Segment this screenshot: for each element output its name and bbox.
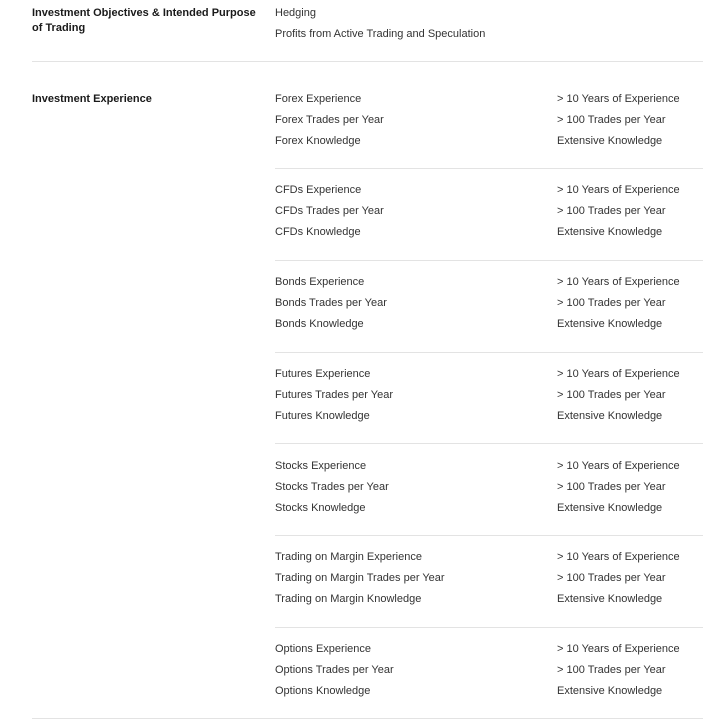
experience-value: > 10 Years of Experience: [557, 643, 680, 655]
group-divider: [275, 627, 703, 628]
experience-value: > 100 Trades per Year: [557, 481, 666, 493]
experience-value: > 10 Years of Experience: [557, 551, 680, 563]
experience-row: [275, 92, 703, 113]
experience-row: [275, 459, 703, 480]
experience-label: Options Experience: [275, 643, 371, 655]
experience-row: [275, 684, 703, 705]
group-divider-wrap: [275, 443, 703, 444]
experience-value: > 10 Years of Experience: [557, 276, 680, 288]
experience-label: Options Knowledge: [275, 685, 371, 697]
experience-value: Extensive Knowledge: [557, 685, 663, 697]
experience-group-futures: [275, 367, 703, 430]
group-divider: [275, 352, 703, 353]
experience-group-stocks: [275, 459, 703, 522]
experience-row: [275, 501, 703, 522]
experience-value: > 10 Years of Experience: [557, 460, 680, 472]
experience-row: [275, 388, 703, 409]
experience-row: [275, 409, 703, 430]
experience-label: Trading on Margin Experience: [275, 551, 422, 563]
experience-label: CFDs Experience: [275, 184, 362, 196]
experience-value: > 100 Trades per Year: [557, 114, 666, 126]
experience-row: [275, 296, 703, 317]
experience-value: Extensive Knowledge: [557, 318, 663, 330]
group-divider: [275, 535, 703, 536]
experience-row: [275, 367, 703, 388]
experience-label: Trading on Margin Knowledge: [275, 593, 422, 605]
experience-label: Stocks Experience: [275, 460, 367, 472]
experience-row: [275, 225, 703, 246]
experience-row: [275, 183, 703, 204]
group-divider-wrap: [275, 352, 703, 353]
experience-row: [275, 550, 703, 571]
experience-value: > 10 Years of Experience: [557, 368, 680, 380]
experience-value: > 100 Trades per Year: [557, 205, 666, 217]
experience-value: > 10 Years of Experience: [557, 184, 680, 196]
experience-label: Forex Trades per Year: [275, 114, 384, 126]
group-divider-wrap: [275, 168, 703, 169]
experience-value: > 100 Trades per Year: [557, 297, 666, 309]
section-divider: [32, 718, 703, 719]
experience-label: Bonds Experience: [275, 276, 365, 288]
experience-title: Investment Experience: [32, 93, 152, 105]
experience-group-margin: [275, 550, 703, 613]
group-divider: [275, 168, 703, 169]
experience-label: Futures Knowledge: [275, 410, 370, 422]
experience-row: [275, 480, 703, 501]
objective-value: Profits from Active Trading and Speculation: [275, 28, 486, 40]
experience-row: [275, 642, 703, 663]
experience-group-forex: [275, 92, 703, 155]
experience-row: [275, 317, 703, 338]
experience-value: Extensive Knowledge: [557, 593, 663, 605]
experience-row: [275, 134, 703, 155]
experience-label: Futures Trades per Year: [275, 389, 394, 401]
experience-group-options: [275, 642, 703, 705]
experience-label: Bonds Trades per Year: [275, 297, 387, 309]
experience-label: Forex Knowledge: [275, 135, 361, 147]
group-divider-wrap: [275, 535, 703, 536]
experience-row: [275, 113, 703, 134]
experience-row: [275, 204, 703, 225]
experience-value: > 100 Trades per Year: [557, 664, 666, 676]
experience-value: > 100 Trades per Year: [557, 572, 666, 584]
experience-group-cfds: [275, 183, 703, 246]
group-divider: [275, 443, 703, 444]
experience-label: Stocks Trades per Year: [275, 481, 389, 493]
experience-value: Extensive Knowledge: [557, 135, 663, 147]
experience-row: [275, 663, 703, 684]
experience-label: Forex Experience: [275, 93, 362, 105]
experience-value: Extensive Knowledge: [557, 410, 663, 422]
experience-label: CFDs Trades per Year: [275, 205, 384, 217]
experience-value: > 100 Trades per Year: [557, 389, 666, 401]
experience-row: [275, 275, 703, 296]
experience-value: > 10 Years of Experience: [557, 93, 680, 105]
experience-label: CFDs Knowledge: [275, 226, 361, 238]
experience-value: Extensive Knowledge: [557, 226, 663, 238]
group-divider: [275, 260, 703, 261]
experience-label: Futures Experience: [275, 368, 371, 380]
objectives-title: Investment Objectives & Intended Purpose of Trading: [32, 7, 256, 34]
group-divider-wrap: [275, 627, 703, 628]
experience-group-bonds: [275, 275, 703, 338]
experience-row: [275, 571, 703, 592]
group-divider-wrap: [275, 260, 703, 261]
experience-label: Stocks Knowledge: [275, 502, 366, 514]
experience-label: Bonds Knowledge: [275, 318, 364, 330]
experience-label: Options Trades per Year: [275, 664, 394, 676]
experience-row: [275, 592, 703, 613]
experience-label: Trading on Margin Trades per Year: [275, 572, 445, 584]
experience-value: Extensive Knowledge: [557, 502, 663, 514]
objective-value: Hedging: [275, 7, 316, 19]
